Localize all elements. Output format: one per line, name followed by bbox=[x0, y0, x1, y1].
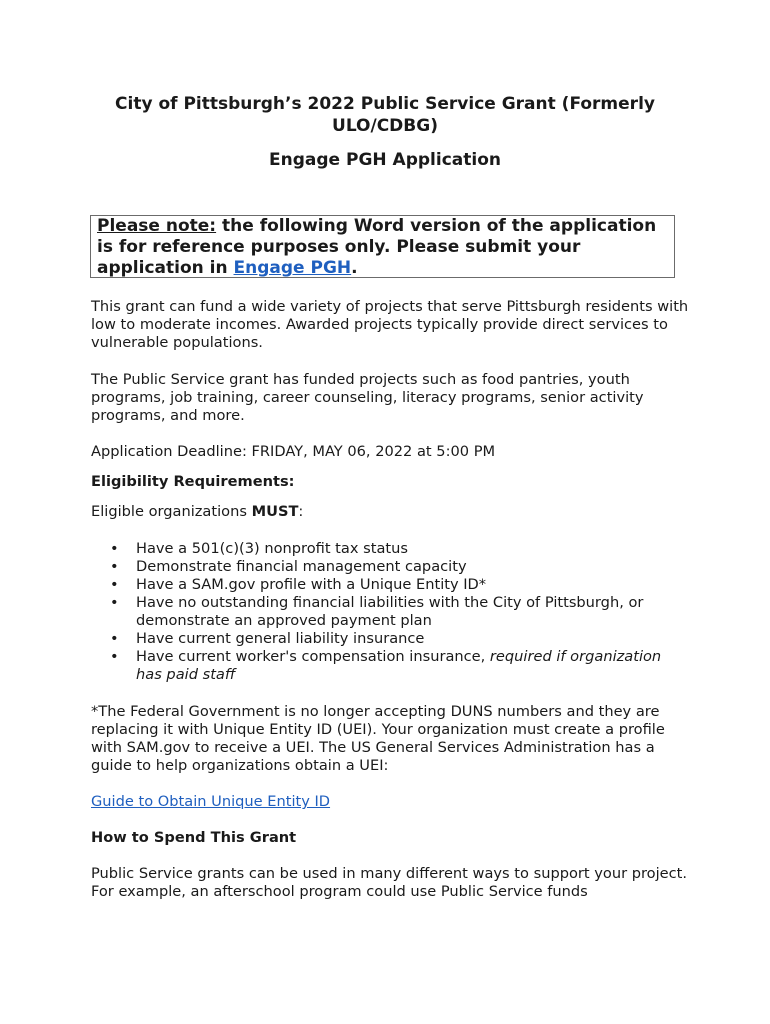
spend-paragraph: Public Service grants can be used in many different ways to support your project. For example, an afterschool program could use Public Service funds bbox=[91, 865, 687, 900]
note-label: Please note: bbox=[97, 216, 217, 236]
list-item bbox=[110, 540, 690, 558]
bullet-icon: • bbox=[110, 540, 119, 557]
list-item bbox=[110, 630, 690, 648]
reference-note-box bbox=[90, 215, 675, 278]
requirement-text: Demonstrate financial management capacity bbox=[136, 558, 467, 575]
list-item bbox=[110, 558, 690, 576]
uei-guide-link[interactable]: Guide to Obtain Unique Entity ID bbox=[91, 793, 331, 810]
requirement-text: Have a SAM.gov profile with a Unique Entity ID* bbox=[136, 576, 487, 593]
bullet-icon: • bbox=[110, 630, 119, 647]
note-period: . bbox=[351, 258, 358, 278]
bullet-icon: • bbox=[110, 594, 119, 611]
funded-projects-paragraph: The Public Service grant has funded projects such as food pantries, youth programs, job training, career counseling, literacy programs, senior activity programs, and more. bbox=[91, 371, 644, 424]
requirement-text: Have current general liability insurance bbox=[136, 630, 425, 647]
spend-heading: How to Spend This Grant bbox=[91, 829, 297, 846]
requirement-condition: required if organization has paid staff bbox=[136, 648, 662, 683]
requirement-text: Have a 501(c)(3) nonprofit tax status bbox=[136, 540, 408, 557]
eligible-colon: : bbox=[298, 503, 304, 520]
engage-pgh-link[interactable]: Engage PGH bbox=[233, 258, 352, 278]
application-deadline: Application Deadline: FRIDAY, MAY 06, 2022 at 5:00 PM bbox=[91, 443, 496, 460]
requirement-text: Have no outstanding financial liabilities with the City of Pittsburgh, or demonstrate an approved payment plan bbox=[136, 594, 644, 629]
document-title: City of Pittsburgh’s 2022 Public Service Grant (Formerly ULO/CDBG) bbox=[115, 94, 655, 136]
list-item bbox=[110, 576, 690, 594]
requirements-list bbox=[110, 540, 690, 684]
eligibility-heading: Eligibility Requirements: bbox=[91, 473, 295, 490]
note-text: the following Word version of the application is for reference purposes only. Please submit your application in bbox=[97, 216, 657, 278]
requirement-text: Have current worker's compensation insurance, bbox=[136, 648, 490, 665]
document-subtitle: Engage PGH Application bbox=[269, 150, 501, 170]
eligible-organizations-lead bbox=[91, 503, 691, 521]
intro-paragraph: This grant can fund a wide variety of projects that serve Pittsburgh residents with low to moderate incomes. Awarded projects typically provide direct services to vulnerable populations. bbox=[91, 298, 689, 351]
bullet-icon: • bbox=[110, 558, 119, 575]
list-item bbox=[110, 594, 690, 630]
uei-paragraph: *The Federal Government is no longer accepting DUNS numbers and they are replacing it with Unique Entity ID (UEI). Your organization must create a profile with SAM.gov to receive a UEI. The US General Services Administration has a guide to help organizations obtain a UEI: bbox=[91, 703, 665, 774]
bullet-icon: • bbox=[110, 576, 119, 593]
list-item bbox=[110, 648, 690, 684]
must-emphasis: MUST bbox=[251, 503, 299, 520]
eligible-lead-text: Eligible organizations bbox=[91, 503, 252, 520]
bullet-icon: • bbox=[110, 648, 119, 665]
